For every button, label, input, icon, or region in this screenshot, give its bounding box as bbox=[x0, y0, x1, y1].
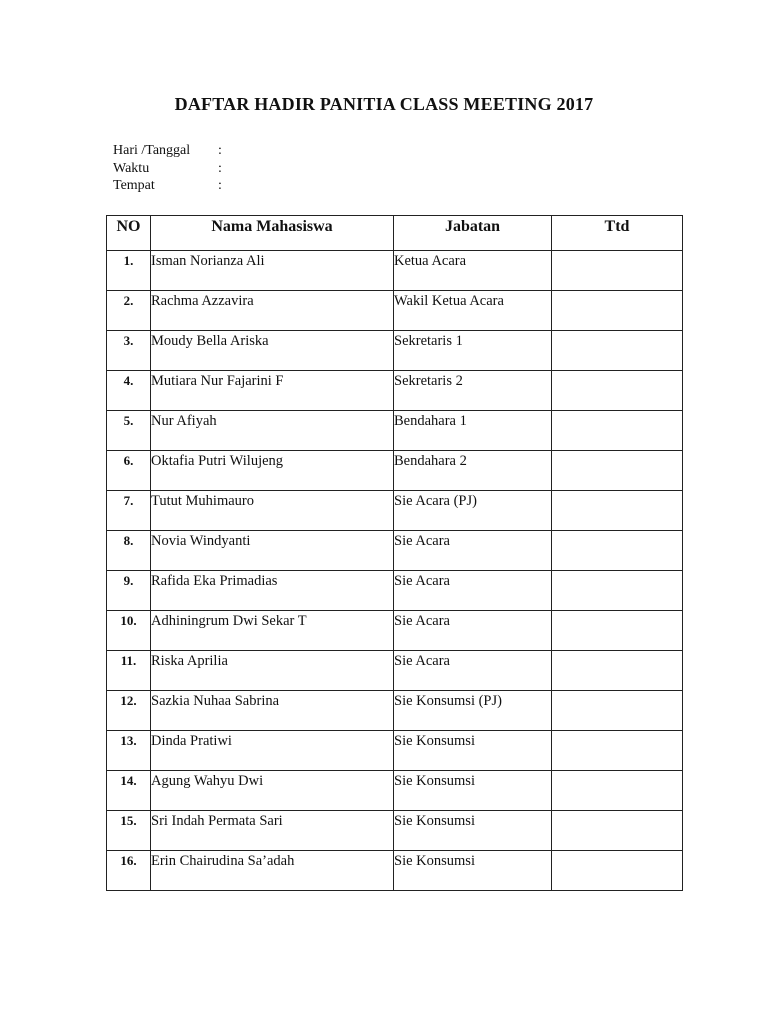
meta-row-place bbox=[113, 177, 228, 195]
row-role: Sie Acara (PJ) bbox=[394, 491, 552, 531]
row-name: Nur Afiyah bbox=[151, 411, 394, 451]
row-signature bbox=[552, 811, 683, 851]
meta-separator: : bbox=[218, 160, 222, 176]
row-number: 10. bbox=[107, 611, 151, 651]
row-number: 11. bbox=[107, 651, 151, 691]
row-name: Tutut Muhimauro bbox=[151, 491, 394, 531]
row-signature bbox=[552, 451, 683, 491]
row-signature bbox=[552, 371, 683, 411]
table-row bbox=[107, 691, 683, 731]
row-name: Riska Aprilia bbox=[151, 651, 394, 691]
row-signature bbox=[552, 331, 683, 371]
row-signature bbox=[552, 411, 683, 451]
row-role: Bendahara 1 bbox=[394, 411, 552, 451]
row-signature bbox=[552, 291, 683, 331]
row-number: 2. bbox=[107, 291, 151, 331]
row-number: 4. bbox=[107, 371, 151, 411]
row-name: Moudy Bella Ariska bbox=[151, 331, 394, 371]
table-row bbox=[107, 531, 683, 571]
header-role: Jabatan bbox=[394, 216, 552, 251]
table-row bbox=[107, 291, 683, 331]
table-row bbox=[107, 451, 683, 491]
row-signature bbox=[552, 571, 683, 611]
row-signature bbox=[552, 651, 683, 691]
row-role: Sie Acara bbox=[394, 611, 552, 651]
table-row bbox=[107, 411, 683, 451]
row-name: Adhiningrum Dwi Sekar T bbox=[151, 611, 394, 651]
header-signature: Ttd bbox=[552, 216, 683, 251]
row-number: 15. bbox=[107, 811, 151, 851]
meta-label: Waktu bbox=[113, 160, 150, 176]
document-title: DAFTAR HADIR PANITIA CLASS MEETING 2017 bbox=[174, 94, 594, 114]
row-name: Rafida Eka Primadias bbox=[151, 571, 394, 611]
row-role: Sie Acara bbox=[394, 571, 552, 611]
row-signature bbox=[552, 491, 683, 531]
attendance-table bbox=[106, 215, 683, 891]
row-name: Sazkia Nuhaa Sabrina bbox=[151, 691, 394, 731]
row-role: Sie Konsumsi bbox=[394, 851, 552, 891]
row-signature bbox=[552, 251, 683, 291]
row-number: 13. bbox=[107, 731, 151, 771]
row-number: 14. bbox=[107, 771, 151, 811]
table-row bbox=[107, 731, 683, 771]
row-role: Ketua Acara bbox=[394, 251, 552, 291]
row-role: Sie Konsumsi bbox=[394, 811, 552, 851]
row-signature bbox=[552, 731, 683, 771]
row-signature bbox=[552, 611, 683, 651]
row-number: 5. bbox=[107, 411, 151, 451]
table-row bbox=[107, 851, 683, 891]
table-header-row bbox=[107, 216, 683, 251]
row-signature bbox=[552, 531, 683, 571]
row-role: Bendahara 2 bbox=[394, 451, 552, 491]
row-name: Isman Norianza Ali bbox=[151, 251, 394, 291]
table-row bbox=[107, 491, 683, 531]
table-row bbox=[107, 811, 683, 851]
row-role: Sekretaris 2 bbox=[394, 371, 552, 411]
table-row bbox=[107, 771, 683, 811]
meta-separator: : bbox=[218, 143, 222, 158]
row-role: Sie Konsumsi bbox=[394, 731, 552, 771]
meta-row-time bbox=[113, 160, 228, 178]
row-number: 6. bbox=[107, 451, 151, 491]
table-row bbox=[107, 611, 683, 651]
row-signature bbox=[552, 691, 683, 731]
row-name: Oktafia Putri Wilujeng bbox=[151, 451, 394, 491]
header-no: NO bbox=[107, 216, 151, 251]
row-number: 8. bbox=[107, 531, 151, 571]
row-name: Novia Windyanti bbox=[151, 531, 394, 571]
row-role: Sie Acara bbox=[394, 651, 552, 691]
row-name: Sri Indah Permata Sari bbox=[151, 811, 394, 851]
row-number: 7. bbox=[107, 491, 151, 531]
row-number: 12. bbox=[107, 691, 151, 731]
row-role: Sie Acara bbox=[394, 531, 552, 571]
row-number: 16. bbox=[107, 851, 151, 891]
meta-block bbox=[113, 142, 228, 195]
meta-label: Tempat bbox=[113, 178, 155, 193]
row-name: Mutiara Nur Fajarini F bbox=[151, 371, 394, 411]
row-name: Rachma Azzavira bbox=[151, 291, 394, 331]
row-name: Erin Chairudina Sa’adah bbox=[151, 851, 394, 891]
row-role: Sie Konsumsi bbox=[394, 771, 552, 811]
row-name: Dinda Pratiwi bbox=[151, 731, 394, 771]
table-row bbox=[107, 371, 683, 411]
row-role: Sekretaris 1 bbox=[394, 331, 552, 371]
table-row bbox=[107, 251, 683, 291]
table-row bbox=[107, 331, 683, 371]
table-row bbox=[107, 571, 683, 611]
meta-separator: : bbox=[218, 178, 222, 193]
row-number: 3. bbox=[107, 331, 151, 371]
table-row bbox=[107, 651, 683, 691]
header-name: Nama Mahasiswa bbox=[151, 216, 394, 251]
row-role: Sie Konsumsi (PJ) bbox=[394, 691, 552, 731]
row-name: Agung Wahyu Dwi bbox=[151, 771, 394, 811]
row-signature bbox=[552, 771, 683, 811]
row-number: 9. bbox=[107, 571, 151, 611]
row-role: Wakil Ketua Acara bbox=[394, 291, 552, 331]
row-signature bbox=[552, 851, 683, 891]
row-number: 1. bbox=[107, 251, 151, 291]
meta-row-date bbox=[113, 142, 228, 160]
meta-label: Hari /Tanggal bbox=[113, 143, 191, 158]
